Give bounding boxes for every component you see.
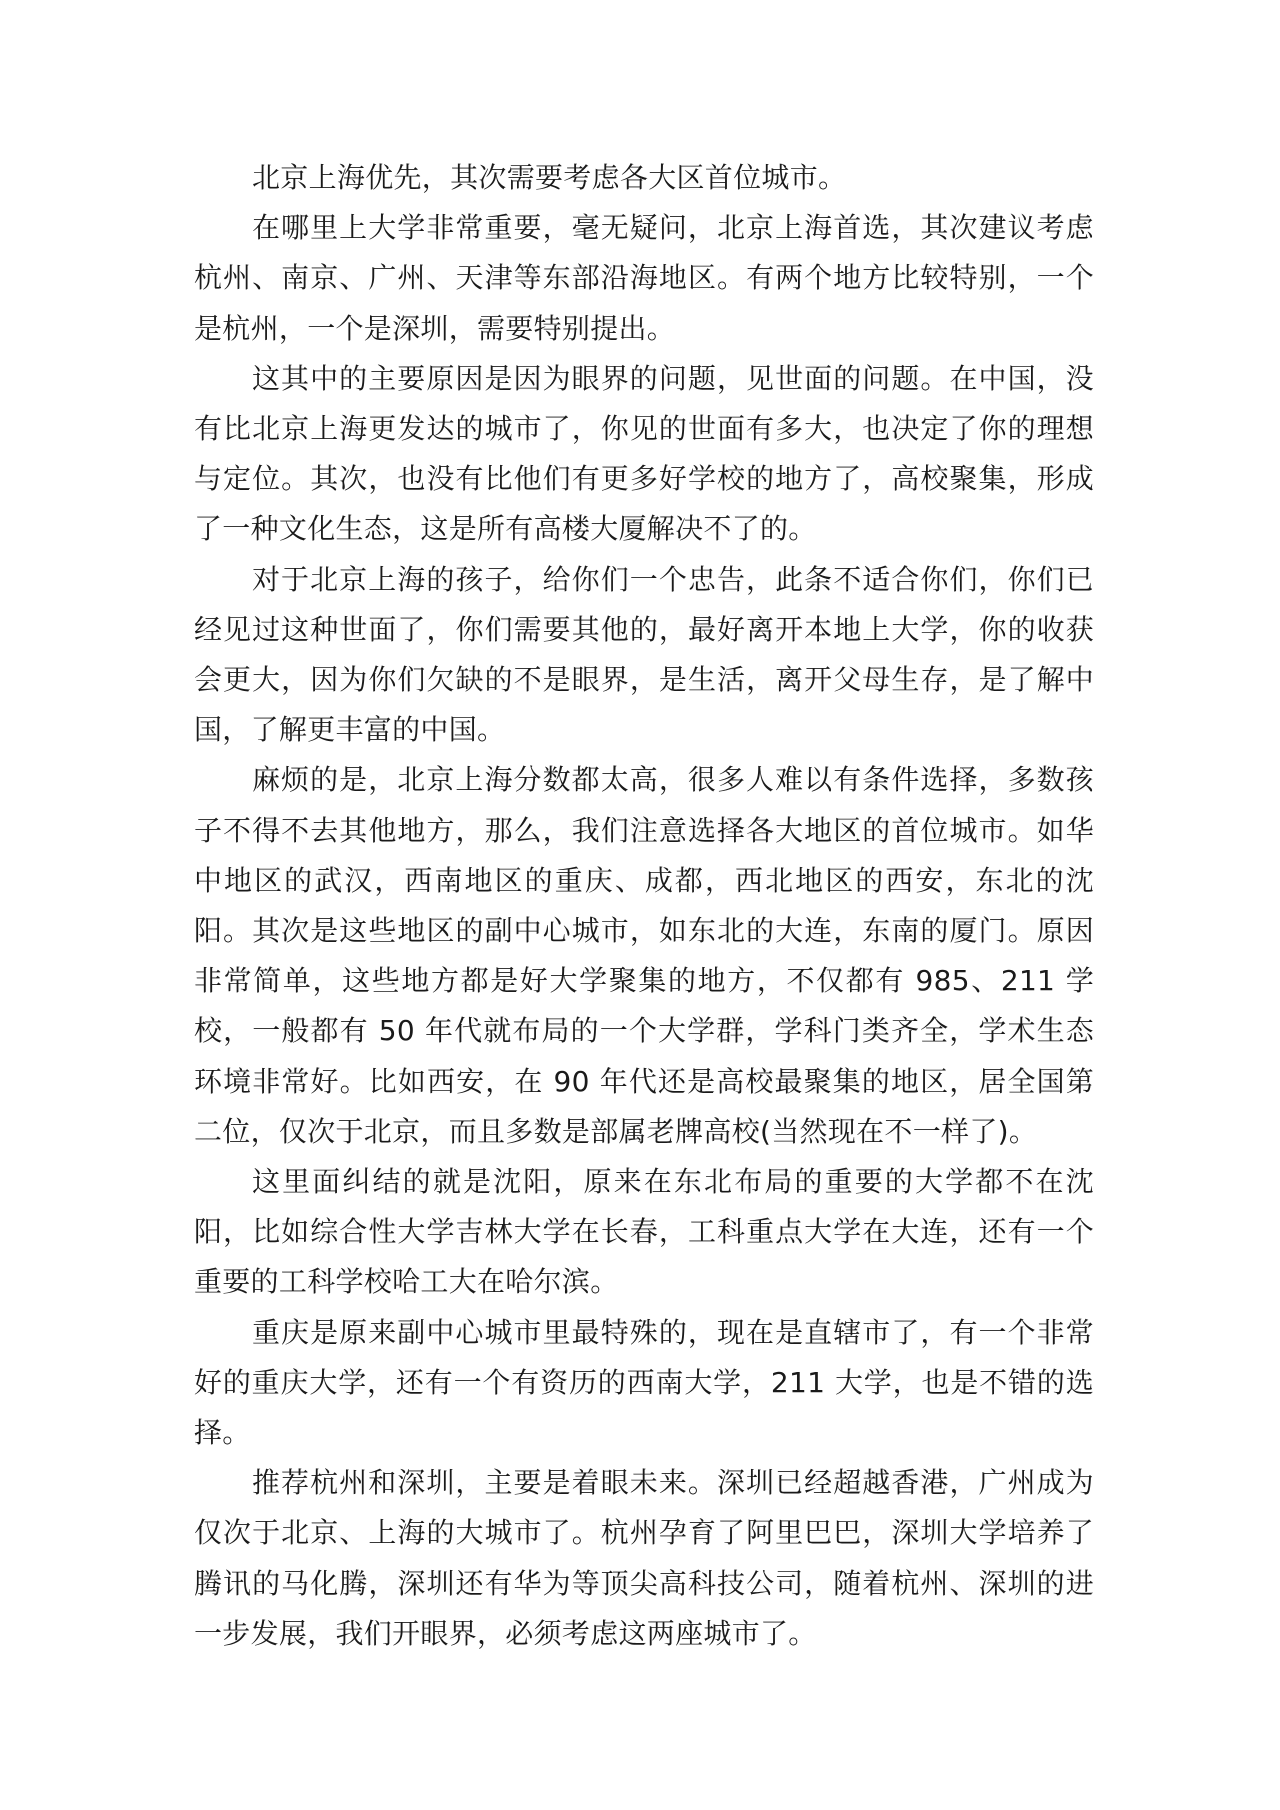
paragraph-1: 北京上海优先，其次需要考虑各大区首位城市。 <box>252 161 847 194</box>
paragraph-8: 推荐杭州和深圳，主要是着眼未来。深圳已经超越香港，广州成为仅次于北京、上海的大城市了。杭州孕育了阿里巴巴，深圳大学培养了腾讯的马化腾，深圳还有华为等顶尖高科技公司，随着杭州、深圳的进一步发展，我们开眼界，必须考虑这两座城市了。 <box>194 1466 1094 1650</box>
paragraph-7: 重庆是原来副中心城市里最特殊的，现在是直辖市了，有一个非常好的重庆大学，还有一个有资历的西南大学，211 大学，也是不错的选择。 <box>194 1315 1094 1450</box>
paragraph-6: 这里面纠结的就是沈阳，原来在东北布局的重要的大学都不在沈阳，比如综合性大学吉林大学在长春，工科重点大学在大连，还有一个重要的工科学校哈工大在哈尔滨。 <box>194 1165 1094 1299</box>
article-body <box>194 153 1094 1659</box>
paragraph-5: 麻烦的是，北京上海分数都太高，很多人难以有条件选择，多数孩子不得不去其他地方，那么，我们注意选择各大地区的首位城市。如华中地区的武汉，西南地区的重庆、成都，西北地区的西安，东北的沈阳。其次是这些地区的副中心城市，如东北的大连，东南的厦门。原因非常简单，这些地方都是好大学聚集的地方，不仅都有 985、211 学校，一般都有 50 年代就布局的一个大学群，学科门类齐全，学术生态环境非常好。比如西安，在 90 年代还是高校最聚集的地区，居全国第二位，仅次于北京，而且多数是部属老牌高校(当然现在不一样了)。 <box>194 763 1094 1148</box>
paragraph-4: 对于北京上海的孩子，给你们一个忠告，此条不适合你们，你们已经见过这种世面了，你们需要其他的，最好离开本地上大学，你的收获会更大，因为你们欠缺的不是眼界，是生活，离开父母生存，是了解中国，了解更丰富的中国。 <box>194 562 1094 747</box>
paragraph-2: 在哪里上大学非常重要，毫无疑问，北京上海首选，其次建议考虑杭州、南京、广州、天津等东部沿海地区。有两个地方比较特别，一个是杭州，一个是深圳，需要特别提出。 <box>194 211 1094 345</box>
paragraph-3: 这其中的主要原因是因为眼界的问题，见世面的问题。在中国，没有比北京上海更发达的城市了，你见的世面有多大，也决定了你的理想与定位。其次，也没有比他们有更多好学校的地方了，高校聚集，形成了一种文化生态，这是所有高楼大厦解决不了的。 <box>194 361 1094 546</box>
